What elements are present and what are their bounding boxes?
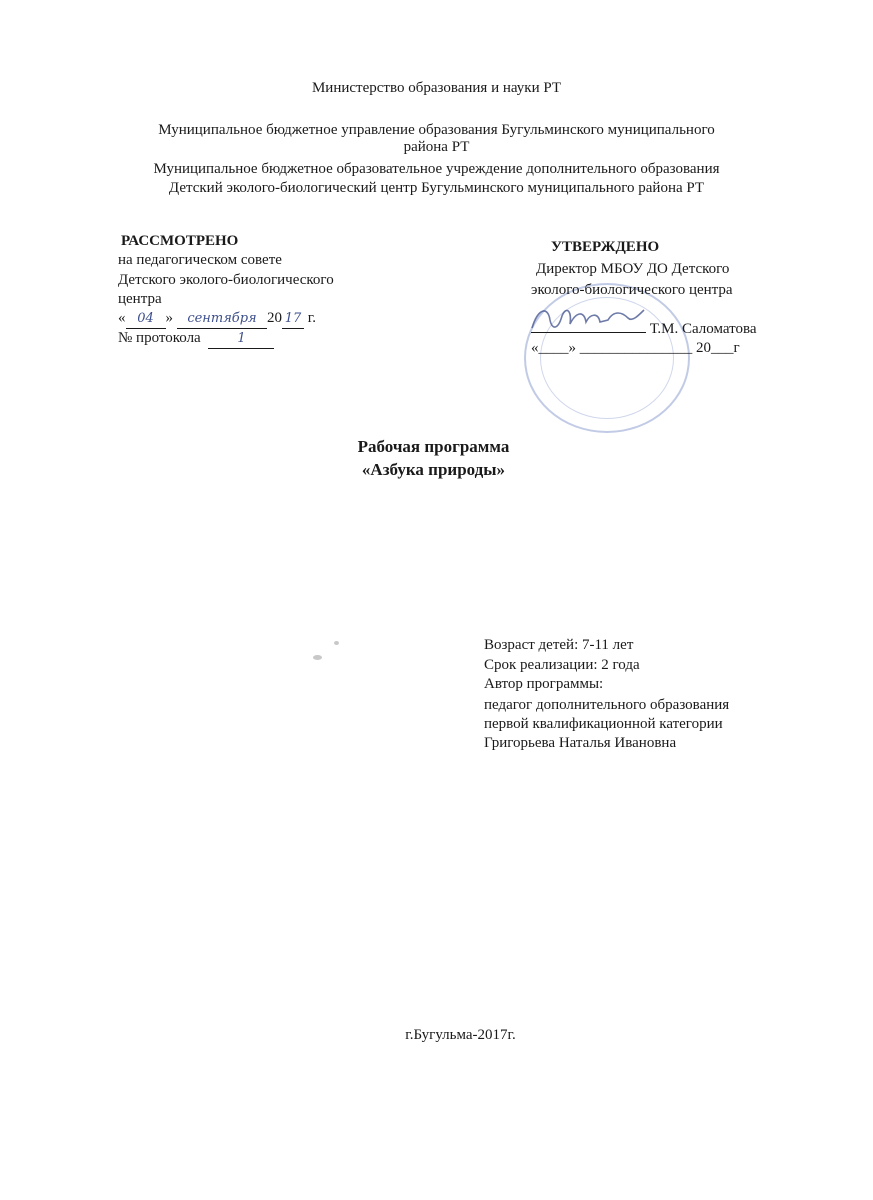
- signatory-name: Т.М. Саломатова: [649, 321, 757, 337]
- program-name: «Азбука природы»: [361, 460, 506, 479]
- date-close-quote: »: [165, 310, 173, 326]
- date-month-handwritten: сентября: [187, 311, 257, 326]
- reviewed-line-1: на педагогическом совете: [118, 252, 282, 268]
- date-year-prefix: 20: [267, 310, 282, 326]
- scan-speck: [313, 655, 322, 660]
- signature-line: [531, 320, 757, 339]
- department-line-1: Муниципальное бюджетное управление образования Бугульминского муниципального: [158, 122, 715, 138]
- author-name: Григорьева Наталья Ивановна: [484, 735, 677, 751]
- approved-heading: УТВЕРЖДЕНО: [551, 239, 660, 255]
- ministry-line: Министерство образования и науки РТ: [311, 80, 562, 96]
- scan-speck: [334, 641, 339, 645]
- date-open-quote: «: [118, 310, 126, 326]
- reviewed-heading: РАССМОТРЕНО: [121, 233, 239, 249]
- implementation-term: Срок реализации: 2 года: [484, 657, 640, 673]
- protocol-line: [118, 329, 274, 349]
- approved-line-2: эколого-биологического центра: [531, 282, 733, 298]
- approved-date-line: «____» _______________ 20___г: [531, 340, 740, 356]
- date-day-handwritten: 04: [137, 311, 154, 326]
- department-line-2: района РТ: [403, 139, 470, 155]
- place-and-year: г.Бугульма-2017г.: [405, 1027, 516, 1043]
- author-label: Автор программы:: [484, 676, 604, 692]
- protocol-number-handwritten: 1: [237, 331, 246, 346]
- institution-line-1: Муниципальное бюджетное образовательное учреждение дополнительного образования: [153, 161, 720, 177]
- approved-line-1: Директор МБОУ ДО Детского: [536, 261, 730, 277]
- reviewed-date: [118, 309, 316, 329]
- program-title: Рабочая программа: [357, 437, 510, 456]
- author-position-2: первой квалификационной категории: [484, 716, 723, 732]
- date-tail: г.: [307, 310, 316, 326]
- reviewed-line-3: центра: [118, 291, 162, 307]
- author-position-1: педагог дополнительного образования: [484, 697, 730, 713]
- date-year-handwritten: 17: [284, 311, 302, 326]
- children-age: Возраст детей: 7-11 лет: [484, 637, 634, 653]
- institution-line-2: Детский эколого-биологический центр Бугульминского муниципального района РТ: [168, 180, 705, 196]
- protocol-label: № протокола: [118, 330, 201, 346]
- reviewed-line-2: Детского эколого-биологического: [118, 272, 334, 288]
